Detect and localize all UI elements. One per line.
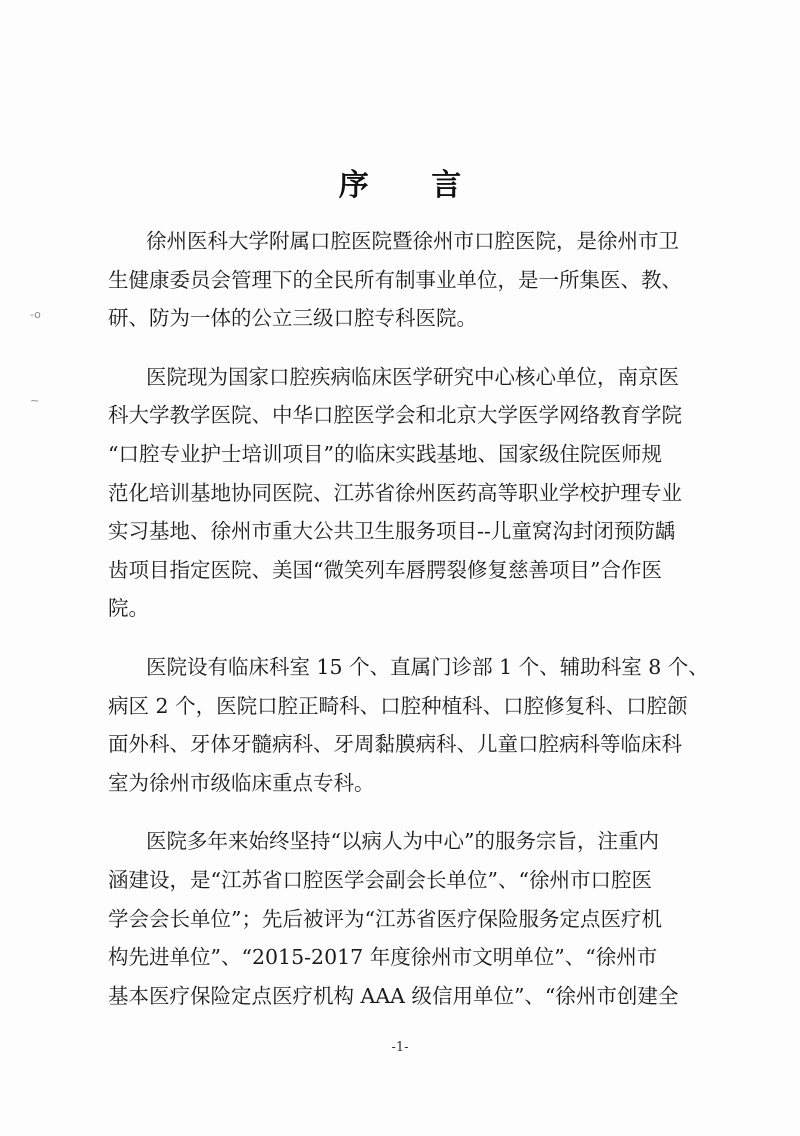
paragraph-2 xyxy=(108,358,708,628)
text-line: 齿项目指定医院、美国“微笑列车唇腭裂修复慈善项目”合作医 xyxy=(108,557,662,582)
page-title: 序 言 xyxy=(338,168,488,203)
text-line: 基本医疗保险定点医疗机构 AAA 级信用单位”、“徐州市创建全 xyxy=(108,983,679,1008)
text-line: 病区 2 个，医院口腔正畸科、口腔种植科、口腔修复科、口腔颌 xyxy=(108,693,688,718)
text-line: 院。 xyxy=(108,596,149,621)
text-line: 构先进单位”、“2015-2017 年度徐州市文明单位”、“徐州市 xyxy=(108,945,658,970)
text-line: 室为徐州市级临床重点专科。 xyxy=(108,770,375,795)
text-line: 涵建设，是“江苏省口腔医学会副会长单位”、“徐州市口腔医 xyxy=(108,867,652,892)
text-line: 医院多年来始终坚持“以病人为中心”的服务宗旨，注重内 xyxy=(146,829,659,854)
margin-mark: -o xyxy=(30,308,41,321)
text-line: 徐州医科大学附属口腔医院暨徐州市口腔医院，是徐州市卫 xyxy=(146,229,679,253)
text-line: 学会会长单位”；先后被评为“江苏省医疗保险服务定点医疗机 xyxy=(108,906,662,931)
paragraph-1 xyxy=(108,222,708,338)
page-number: -1- xyxy=(391,1040,409,1055)
text-line: 生健康委员会管理下的全民所有制事业单位，是一所集医、教、 xyxy=(108,267,682,292)
text-line: 范化培训基地协同医院、江苏省徐州医药高等职业学校护理专业 xyxy=(108,480,682,505)
margin-mark: ~ xyxy=(30,394,40,407)
text-line: 研、防为一体的公立三级口腔专科医院。 xyxy=(108,306,477,331)
document-body xyxy=(108,222,708,1015)
text-line: 面外科、牙体牙髓病科、牙周黏膜病科、儿童口腔病科等临床科 xyxy=(108,732,682,757)
text-line: 医院设有临床科室 15 个、直属门诊部 1 个、辅助科室 8 个、 xyxy=(146,654,709,679)
text-line: 科大学教学医院、中华口腔医学会和北京大学医学网络教育学院 xyxy=(108,403,682,428)
text-line: “口腔专业护士培训项目”的临床实践基地、国家级住院医师规 xyxy=(108,441,662,466)
paragraph-3 xyxy=(108,648,708,802)
paragraph-4 xyxy=(108,822,708,1015)
text-line: 实习基地、徐州市重大公共卫生服务项目--儿童窝沟封闭预防龋 xyxy=(108,519,676,544)
text-line: 医院现为国家口腔疾病临床医学研究中心核心单位，南京医 xyxy=(146,364,679,389)
